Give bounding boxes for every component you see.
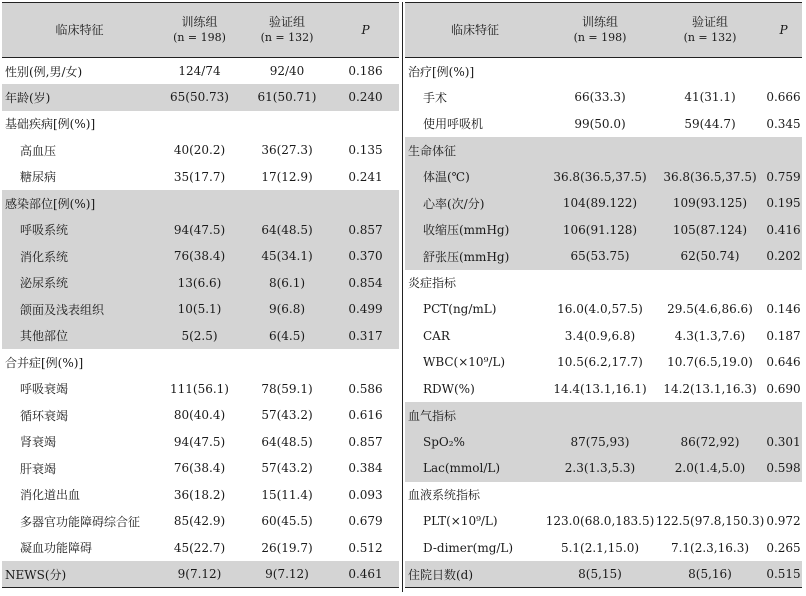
train-value: 65(53.75) <box>570 249 630 264</box>
table-row <box>405 84 802 111</box>
row-label: 消化系统 <box>20 249 69 264</box>
train-value: 9(7.12) <box>157 561 242 588</box>
valid-value: 57(43.2) <box>261 461 313 476</box>
train-value <box>545 58 655 85</box>
header-train <box>545 3 655 58</box>
table-section-row <box>405 402 802 429</box>
header-valid-label: 验证组 <box>691 15 728 29</box>
table-section-row <box>2 58 399 85</box>
row-label: Lac(mmol/L) <box>423 461 501 476</box>
row-label: 性别(例,男/女) <box>5 64 83 79</box>
p-value <box>765 402 802 429</box>
row-label: 住院日数(d) <box>405 561 545 588</box>
right-table-body <box>405 58 802 588</box>
valid-value: 4.3(1.3,7.6) <box>674 328 746 343</box>
row-label: 基础疾病[例(%)] <box>5 117 96 132</box>
row-label: 消化道出血 <box>20 488 81 503</box>
table-row <box>2 217 399 244</box>
table-row <box>2 376 399 403</box>
table-section-row <box>2 84 399 111</box>
train-value: 66(33.3) <box>574 90 626 105</box>
p-value: 0.854 <box>348 275 383 290</box>
valid-value: 8(6.1) <box>268 275 306 290</box>
row-label: RDW(%) <box>423 381 475 396</box>
p-value: 0.187 <box>766 328 801 343</box>
p-value <box>332 349 399 376</box>
p-value: 0.690 <box>766 381 801 396</box>
p-value: 0.616 <box>348 408 383 423</box>
row-label: 合并症[例(%)] <box>5 355 84 370</box>
valid-value: 36(27.3) <box>261 143 313 158</box>
row-label: 治疗[例(%)] <box>408 64 475 79</box>
valid-value <box>655 482 765 509</box>
p-value: 0.646 <box>766 355 801 370</box>
p-value: 0.241 <box>348 169 383 184</box>
train-value: 104(89.122) <box>562 196 638 211</box>
table-row <box>2 535 399 562</box>
table-row <box>2 243 399 270</box>
row-label: 呼吸衰竭 <box>20 382 69 397</box>
train-value: 2.3(1.3,5.3) <box>564 461 636 476</box>
p-value: 0.317 <box>348 328 383 343</box>
p-value: 0.345 <box>766 116 801 131</box>
train-value: 5.1(2.1,15.0) <box>560 540 640 555</box>
row-label: CAR <box>423 328 450 343</box>
header-valid-n: (n = 132) <box>260 31 314 44</box>
valid-value: 86(72,92) <box>680 434 740 449</box>
train-value: 36(18.2) <box>173 487 226 502</box>
row-label: 体温(℃) <box>423 170 470 185</box>
table-section-row <box>2 349 399 376</box>
table-row <box>2 270 399 297</box>
valid-value <box>242 349 332 376</box>
table-row <box>405 243 802 270</box>
train-value: 16.0(4.0,57.5) <box>557 302 643 317</box>
train-value: 87(75,93) <box>570 434 630 449</box>
valid-value: 14.2(13.1,16.3) <box>663 381 757 396</box>
table-section-row <box>405 58 802 85</box>
train-value: 10(5.1) <box>177 302 222 317</box>
row-label: 血液系统指标 <box>408 488 481 503</box>
train-value: 111(56.1) <box>170 381 229 396</box>
table-section-row <box>2 111 399 138</box>
table-row <box>2 323 399 350</box>
right-table-panel <box>405 2 802 592</box>
row-label: WBC(×10⁹/L) <box>423 355 506 370</box>
table-row <box>405 190 802 217</box>
row-label: 舒张压(mmHg) <box>423 249 510 264</box>
table-row <box>2 402 399 429</box>
left-header-row <box>2 3 399 58</box>
left-table-panel <box>2 2 399 592</box>
p-value: 0.857 <box>348 434 383 449</box>
valid-value: 26(19.7) <box>261 540 313 555</box>
p-value: 0.972 <box>766 514 801 529</box>
table-row <box>2 482 399 509</box>
valid-value: 17(12.9) <box>261 169 313 184</box>
table-row <box>405 508 802 535</box>
row-label: SpO₂% <box>423 434 465 449</box>
train-value: 99(50.0) <box>574 116 626 131</box>
header-p: P <box>765 3 802 58</box>
header-train <box>157 3 242 58</box>
p-value <box>765 270 802 297</box>
table-row <box>405 376 802 403</box>
table-row <box>405 349 802 376</box>
train-value <box>157 190 242 217</box>
p-value: 0.461 <box>332 561 399 588</box>
row-label: PCT(ng/mL) <box>423 302 497 317</box>
valid-value: 64(48.5) <box>261 434 313 449</box>
valid-value: 10.7(6.5,19.0) <box>667 355 753 370</box>
valid-value: 57(43.2) <box>261 408 313 423</box>
table-row <box>405 535 802 562</box>
row-label: 使用呼吸机 <box>423 117 484 132</box>
train-value: 94(47.5) <box>173 222 226 237</box>
train-value <box>157 349 242 376</box>
row-label: 血气指标 <box>408 408 457 423</box>
p-value: 0.240 <box>348 90 383 105</box>
p-value: 0.499 <box>348 302 383 317</box>
p-value: 0.515 <box>765 561 802 588</box>
p-value: 0.586 <box>348 381 383 396</box>
header-train-label: 训练组 <box>181 15 218 29</box>
p-value: 0.666 <box>766 90 801 105</box>
valid-value: 92/40 <box>269 64 305 78</box>
row-label: 泌尿系统 <box>20 276 69 291</box>
train-value: 35(17.7) <box>173 169 226 184</box>
train-value: 123.0(68.0,183.5) <box>545 514 655 529</box>
header-valid-n: (n = 132) <box>683 31 737 44</box>
table-row <box>2 137 399 164</box>
row-label: 循环衰竭 <box>20 408 69 423</box>
p-value: 0.186 <box>348 64 383 78</box>
p-value: 0.759 <box>766 169 801 184</box>
valid-value <box>242 111 332 138</box>
table-row <box>405 429 802 456</box>
panel-divider <box>402 2 403 592</box>
train-value <box>545 482 655 509</box>
right-data-table <box>405 2 802 588</box>
row-label: 感染部位[例(%)] <box>5 196 96 211</box>
train-value: 3.4(0.9,6.8) <box>564 328 636 343</box>
row-label: 颌面及浅表组织 <box>20 302 105 317</box>
header-valid <box>655 3 765 58</box>
row-label: PLT(×10⁹/L) <box>423 514 498 529</box>
valid-value: 6(4.5) <box>268 328 306 343</box>
row-label: 其他部位 <box>20 329 69 344</box>
train-value: 8(5,15) <box>545 561 655 588</box>
row-label: 高血压 <box>20 143 57 158</box>
train-value: 5(2.5) <box>181 328 218 343</box>
table-row <box>2 429 399 456</box>
left-data-table <box>2 2 399 588</box>
row-label: 收缩压(mmHg) <box>423 223 510 238</box>
p-value <box>332 190 399 217</box>
valid-value <box>655 137 765 164</box>
table-row <box>2 508 399 535</box>
p-value: 0.512 <box>348 540 383 555</box>
valid-value <box>655 402 765 429</box>
valid-value: 122.5(97.8,150.3) <box>655 514 765 529</box>
train-value: 45(22.7) <box>173 540 226 555</box>
table-row <box>405 111 802 138</box>
row-label: 肾衰竭 <box>20 435 57 450</box>
p-value: 0.416 <box>766 222 801 237</box>
valid-value <box>655 58 765 85</box>
valid-value: 29.5(4.6,86.6) <box>667 302 753 317</box>
valid-value: 60(45.5) <box>261 514 313 529</box>
p-value: 0.195 <box>766 196 801 211</box>
row-label: 多器官功能障碍综合征 <box>20 514 141 529</box>
valid-value: 7.1(2.3,16.3) <box>670 540 750 555</box>
p-value <box>765 58 802 85</box>
train-value: 76(38.4) <box>173 249 226 264</box>
p-value: 0.146 <box>766 302 801 317</box>
table-row <box>405 323 802 350</box>
right-header-row <box>405 3 802 58</box>
p-value: 0.384 <box>348 461 383 476</box>
train-value: 13(6.6) <box>177 275 222 290</box>
table-section-row <box>405 270 802 297</box>
valid-value: 105(87.124) <box>672 222 748 237</box>
table-row <box>2 296 399 323</box>
table-row <box>405 455 802 482</box>
train-value: 80(40.4) <box>173 408 226 423</box>
valid-value <box>655 270 765 297</box>
valid-value: 64(48.5) <box>261 222 313 237</box>
valid-value: 15(11.4) <box>261 487 313 502</box>
row-label: 心率(次/分) <box>423 196 485 211</box>
left-table-body <box>2 58 399 588</box>
valid-value: 36.8(36.5,37.5) <box>663 169 757 184</box>
p-value: 0.857 <box>348 222 383 237</box>
train-value: 14.4(13.1,16.1) <box>553 381 647 396</box>
row-label: 凝血功能障碍 <box>20 541 93 556</box>
p-value: 0.598 <box>766 461 801 476</box>
train-value: 76(38.4) <box>173 461 226 476</box>
valid-value: 2.0(1.4,5.0) <box>674 461 746 476</box>
row-label: 炎症指标 <box>408 276 457 291</box>
p-value: 0.370 <box>348 249 383 264</box>
train-value: 124/74 <box>178 64 221 78</box>
p-value <box>332 111 399 138</box>
table-row <box>2 164 399 191</box>
p-value: 0.301 <box>766 434 801 449</box>
p-value <box>765 482 802 509</box>
valid-value: 9(6.8) <box>268 302 306 317</box>
valid-value <box>242 190 332 217</box>
p-value <box>765 137 802 164</box>
table-section-row <box>405 137 802 164</box>
row-label: 生命体征 <box>408 143 457 158</box>
p-value: 0.093 <box>348 487 383 502</box>
header-feature: 临床特征 <box>2 3 157 58</box>
train-value: 94(47.5) <box>173 434 226 449</box>
valid-value: 109(93.125) <box>672 196 748 211</box>
header-valid-label: 验证组 <box>268 15 305 29</box>
header-train-n: (n = 198) <box>573 31 627 44</box>
valid-value: 61(50.71) <box>257 90 317 105</box>
header-train-label: 训练组 <box>581 15 618 29</box>
row-label: D-dimer(mg/L) <box>423 540 514 555</box>
train-value: 40(20.2) <box>173 143 226 158</box>
valid-value: 9(7.12) <box>242 561 332 588</box>
valid-value: 8(5,16) <box>655 561 765 588</box>
valid-value: 45(34.1) <box>261 249 313 264</box>
table-row <box>2 455 399 482</box>
table-row <box>405 164 802 191</box>
valid-value: 59(44.7) <box>684 116 736 131</box>
p-value: 0.679 <box>348 514 383 529</box>
valid-value: 41(31.1) <box>684 90 736 105</box>
train-value <box>545 137 655 164</box>
train-value: 106(91.128) <box>562 222 638 237</box>
row-label: 肝衰竭 <box>20 461 57 476</box>
header-train-n: (n = 198) <box>173 31 226 44</box>
header-feature: 临床特征 <box>405 3 545 58</box>
table-section-row <box>2 190 399 217</box>
table-section-row <box>2 561 399 588</box>
train-value <box>157 111 242 138</box>
p-value: 0.202 <box>766 249 801 264</box>
train-value: 85(42.9) <box>173 514 226 529</box>
row-label: 年龄(岁) <box>5 90 51 105</box>
train-value: 36.8(36.5,37.5) <box>553 169 647 184</box>
row-label: NEWS(分) <box>2 561 157 588</box>
table-section-row <box>405 482 802 509</box>
row-label: 糖尿病 <box>20 170 57 185</box>
table-row <box>405 296 802 323</box>
table-row <box>405 217 802 244</box>
valid-value: 78(59.1) <box>261 381 313 396</box>
header-p: P <box>332 3 399 58</box>
train-value: 65(50.73) <box>170 90 229 105</box>
table-section-row <box>405 561 802 588</box>
train-value: 10.5(6.2,17.7) <box>557 355 643 370</box>
valid-value: 62(50.74) <box>680 249 740 264</box>
train-value <box>545 402 655 429</box>
p-value: 0.265 <box>766 540 801 555</box>
row-label: 呼吸系统 <box>20 223 69 238</box>
p-value: 0.135 <box>348 143 383 158</box>
row-label: 手术 <box>423 90 448 105</box>
header-valid <box>242 3 332 58</box>
train-value <box>545 270 655 297</box>
